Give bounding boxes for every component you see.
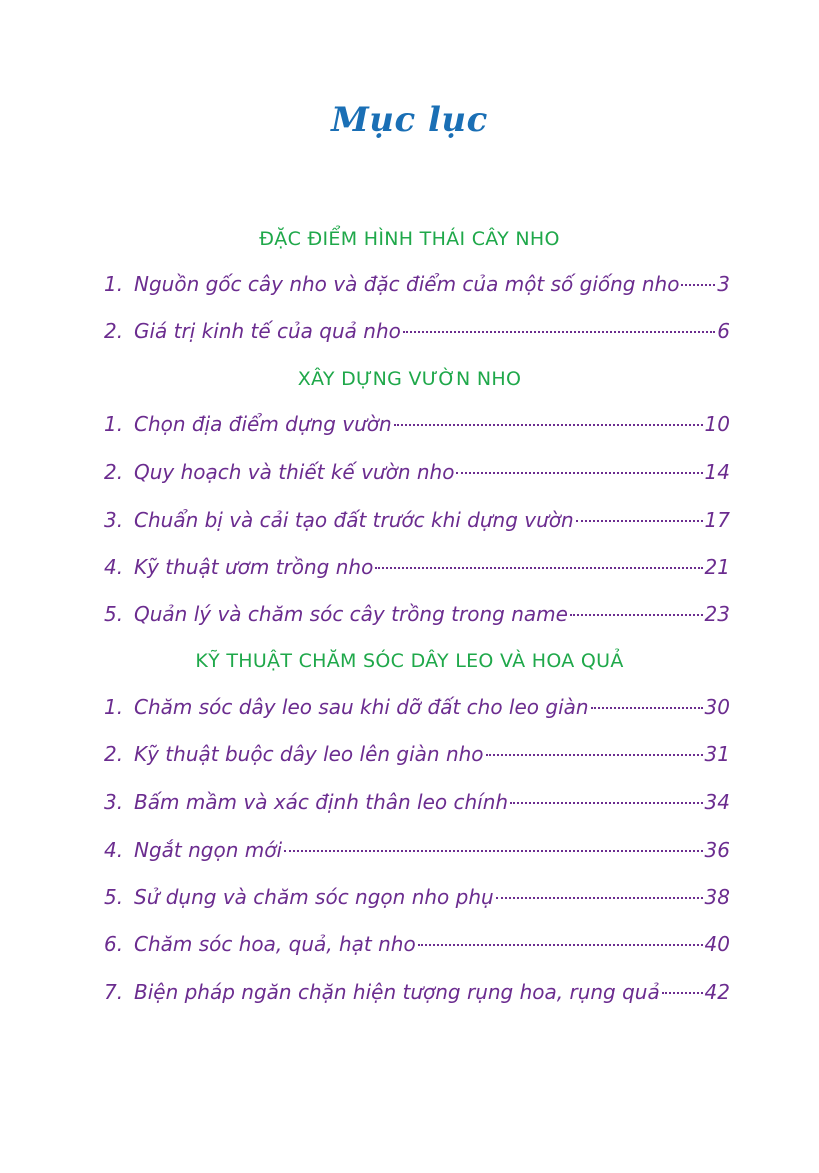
- entry-number: 1.: [104, 695, 124, 719]
- entry-page: 40: [704, 932, 730, 956]
- dot-leader: [681, 284, 715, 286]
- entry-title: Chọn địa điểm dựng vườn: [134, 412, 392, 436]
- dot-leader: [403, 331, 715, 333]
- entry-title: Chuẩn bị và cải tạo đất trước khi dựng vườn: [134, 508, 574, 532]
- dot-leader: [418, 944, 703, 946]
- toc-entry[interactable]: [104, 412, 730, 442]
- entry-page: 30: [704, 695, 730, 719]
- entry-number: 2.: [104, 319, 124, 343]
- entry-page: 38: [704, 885, 730, 909]
- entry-title: Quản lý và chăm sóc cây trồng trong name: [134, 602, 568, 626]
- dot-leader: [570, 614, 703, 616]
- entry-title: Bấm mầm và xác định thân leo chính: [134, 790, 509, 814]
- entry-title: Chăm sóc dây leo sau khi dỡ đất cho leo giàn: [134, 695, 589, 719]
- entry-number: 4.: [104, 555, 124, 579]
- toc-entry[interactable]: [104, 508, 730, 538]
- toc-entry[interactable]: [104, 555, 730, 585]
- dot-leader: [375, 567, 702, 569]
- dot-leader: [486, 754, 703, 756]
- toc-entry[interactable]: [104, 319, 730, 349]
- section-heading-2: XÂY DỰNG VƯỜN NHO: [297, 368, 522, 390]
- entry-title: Giá trị kinh tế của quả nho: [134, 319, 401, 343]
- entry-title: Biện pháp ngăn chặn hiện tượng rụng hoa, rụng quả: [134, 980, 660, 1004]
- page-title: Mục lục: [331, 100, 488, 140]
- dot-leader: [591, 707, 703, 709]
- dot-leader: [456, 472, 702, 474]
- entry-number: 2.: [104, 742, 124, 766]
- dot-leader: [576, 520, 703, 522]
- toc-entry[interactable]: [104, 602, 730, 632]
- toc-entry[interactable]: [104, 272, 730, 302]
- entry-title: Ngắt ngọn mới: [134, 838, 283, 862]
- entry-page: 14: [704, 460, 730, 484]
- entry-page: 10: [704, 412, 730, 436]
- entry-number: 3.: [104, 508, 124, 532]
- dot-leader: [496, 897, 703, 899]
- entry-number: 5.: [104, 602, 124, 626]
- entry-number: 1.: [104, 412, 124, 436]
- toc-entry[interactable]: [104, 460, 730, 490]
- entry-page: 3: [717, 272, 730, 296]
- toc-entry[interactable]: [104, 790, 730, 820]
- toc-entry[interactable]: [104, 838, 730, 868]
- entry-title: Nguồn gốc cây nho và đặc điểm của một số giống nho: [134, 272, 680, 296]
- toc-entry[interactable]: [104, 932, 730, 962]
- entry-number: 6.: [104, 932, 124, 956]
- entry-number: 4.: [104, 838, 124, 862]
- section-heading-1: ĐẶC ĐIỂM HÌNH THÁI CÂY NHO: [259, 228, 560, 250]
- toc-entry[interactable]: [104, 695, 730, 725]
- dot-leader: [510, 802, 702, 804]
- entry-page: 34: [704, 790, 730, 814]
- dot-leader: [394, 424, 703, 426]
- entry-number: 5.: [104, 885, 124, 909]
- entry-page: 31: [704, 742, 730, 766]
- section-heading-3: KỸ THUẬT CHĂM SÓC DÂY LEO VÀ HOA QUẢ: [195, 650, 624, 672]
- dot-leader: [662, 992, 703, 994]
- entry-page: 36: [704, 838, 730, 862]
- entry-title: Kỹ thuật buộc dây leo lên giàn nho: [134, 742, 484, 766]
- entry-page: 21: [704, 555, 730, 579]
- entry-number: 7.: [104, 980, 124, 1004]
- entry-page: 23: [704, 602, 730, 626]
- entry-page: 42: [704, 980, 730, 1004]
- entry-number: 2.: [104, 460, 124, 484]
- entry-title: Quy hoạch và thiết kế vườn nho: [134, 460, 455, 484]
- entry-number: 3.: [104, 790, 124, 814]
- toc-entry[interactable]: [104, 885, 730, 915]
- toc-entry[interactable]: [104, 980, 730, 1010]
- entry-title: Kỹ thuật ươm trồng nho: [134, 555, 374, 579]
- toc-entry[interactable]: [104, 742, 730, 772]
- entry-page: 17: [704, 508, 730, 532]
- entry-title: Sử dụng và chăm sóc ngọn nho phụ: [134, 885, 494, 909]
- dot-leader: [284, 850, 703, 852]
- entry-title: Chăm sóc hoa, quả, hạt nho: [134, 932, 416, 956]
- entry-page: 6: [717, 319, 730, 343]
- entry-number: 1.: [104, 272, 124, 296]
